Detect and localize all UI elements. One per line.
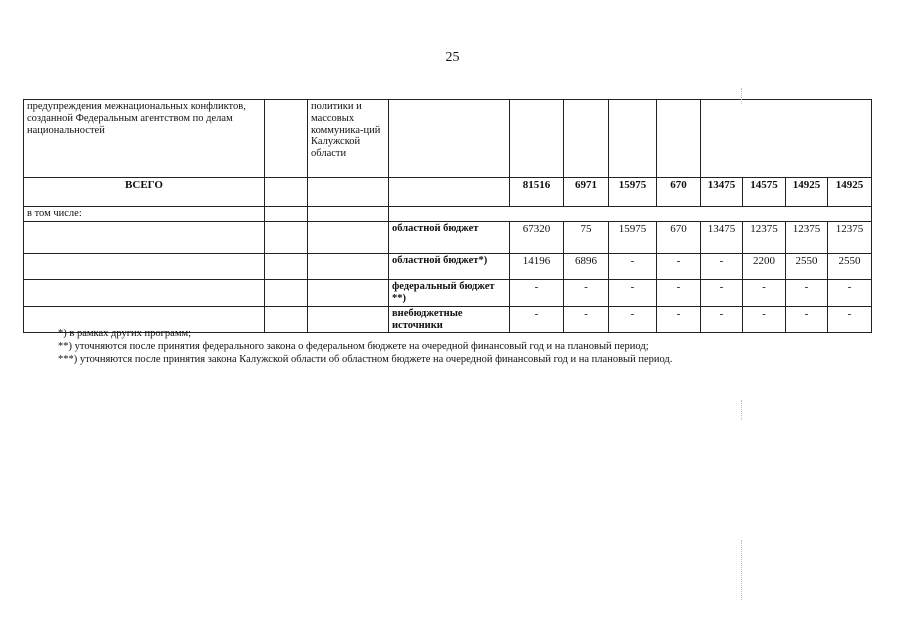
source-value: - bbox=[743, 306, 786, 333]
source-value: - bbox=[828, 306, 872, 333]
source-label: областной бюджет*) bbox=[389, 253, 510, 279]
source-label: внебюджетные источники bbox=[389, 306, 510, 333]
source-value: - bbox=[786, 306, 828, 333]
source-value: 12375 bbox=[743, 221, 786, 253]
total-row bbox=[24, 178, 872, 207]
source-value: - bbox=[786, 279, 828, 306]
total-value: 15975 bbox=[609, 178, 657, 207]
including-label: в том числе: bbox=[24, 207, 265, 222]
empty-cell bbox=[308, 207, 389, 222]
program-description: предупреждения межнациональных конфликтов, созданной Федеральным агентством по делам национальностей bbox=[24, 100, 265, 178]
empty-cell bbox=[24, 221, 265, 253]
source-value: 67320 bbox=[510, 221, 564, 253]
footnote: **) уточняются после принятия федерального закона о федеральном бюджете на очередной финансовый год и на плановый период; bbox=[58, 341, 649, 352]
empty-cell bbox=[657, 100, 701, 178]
source-value: 670 bbox=[657, 221, 701, 253]
source-row bbox=[24, 253, 872, 279]
scan-artifact bbox=[741, 400, 743, 420]
including-row bbox=[24, 207, 872, 222]
source-value: 2550 bbox=[786, 253, 828, 279]
footnote: ***) уточняются после принятия закона Калужской области об областном бюджете на очередной финансовый год и на плановый период. bbox=[58, 354, 673, 365]
source-value: - bbox=[657, 306, 701, 333]
total-label: ВСЕГО bbox=[24, 178, 265, 207]
source-value: 15975 bbox=[609, 221, 657, 253]
source-value: 12375 bbox=[786, 221, 828, 253]
empty-cell bbox=[564, 100, 609, 178]
source-row bbox=[24, 279, 872, 306]
empty-cell bbox=[389, 178, 510, 207]
source-value: 12375 bbox=[828, 221, 872, 253]
total-value: 14575 bbox=[743, 178, 786, 207]
empty-cell bbox=[265, 221, 308, 253]
source-value: - bbox=[510, 306, 564, 333]
source-value: - bbox=[701, 253, 743, 279]
empty-cell bbox=[389, 100, 510, 178]
empty-cell bbox=[265, 279, 308, 306]
source-value: - bbox=[564, 279, 609, 306]
empty-cell bbox=[308, 279, 389, 306]
total-value: 6971 bbox=[564, 178, 609, 207]
scan-artifact bbox=[741, 540, 743, 600]
total-value: 13475 bbox=[701, 178, 743, 207]
empty-cell bbox=[265, 207, 308, 222]
empty-cell bbox=[265, 178, 308, 207]
executor-cell: политики и массовых коммуника-ций Калужской области bbox=[308, 100, 389, 178]
source-value: 13475 bbox=[701, 221, 743, 253]
source-value: - bbox=[701, 279, 743, 306]
total-value: 81516 bbox=[510, 178, 564, 207]
source-value: 6896 bbox=[564, 253, 609, 279]
source-value: - bbox=[657, 253, 701, 279]
empty-cell bbox=[265, 253, 308, 279]
page-number: 25 bbox=[445, 50, 460, 65]
header-row bbox=[24, 100, 872, 178]
source-value: - bbox=[609, 306, 657, 333]
empty-cell bbox=[701, 100, 872, 178]
empty-cell bbox=[308, 178, 389, 207]
empty-cell bbox=[24, 279, 265, 306]
source-row bbox=[24, 221, 872, 253]
total-value: 670 bbox=[657, 178, 701, 207]
empty-cell bbox=[308, 221, 389, 253]
total-value: 14925 bbox=[828, 178, 872, 207]
source-value: - bbox=[609, 253, 657, 279]
source-value: - bbox=[510, 279, 564, 306]
empty-cell bbox=[609, 100, 657, 178]
budget-table bbox=[23, 99, 872, 333]
empty-cell bbox=[24, 253, 265, 279]
source-value: 2550 bbox=[828, 253, 872, 279]
empty-cell bbox=[510, 100, 564, 178]
footnote: *) в рамках других программ; bbox=[58, 328, 192, 339]
empty-cell bbox=[308, 253, 389, 279]
source-value: - bbox=[701, 306, 743, 333]
footnotes bbox=[58, 327, 672, 366]
source-value: - bbox=[743, 279, 786, 306]
source-value: - bbox=[564, 306, 609, 333]
total-value: 14925 bbox=[786, 178, 828, 207]
scan-artifact bbox=[741, 88, 743, 104]
source-value: 2200 bbox=[743, 253, 786, 279]
source-value: - bbox=[657, 279, 701, 306]
empty-cell bbox=[389, 207, 872, 222]
source-value: 14196 bbox=[510, 253, 564, 279]
source-value: - bbox=[828, 279, 872, 306]
source-value: 75 bbox=[564, 221, 609, 253]
source-value: - bbox=[609, 279, 657, 306]
empty-cell bbox=[265, 100, 308, 178]
source-label: областной бюджет bbox=[389, 221, 510, 253]
source-label: федеральный бюджет **) bbox=[389, 279, 510, 306]
